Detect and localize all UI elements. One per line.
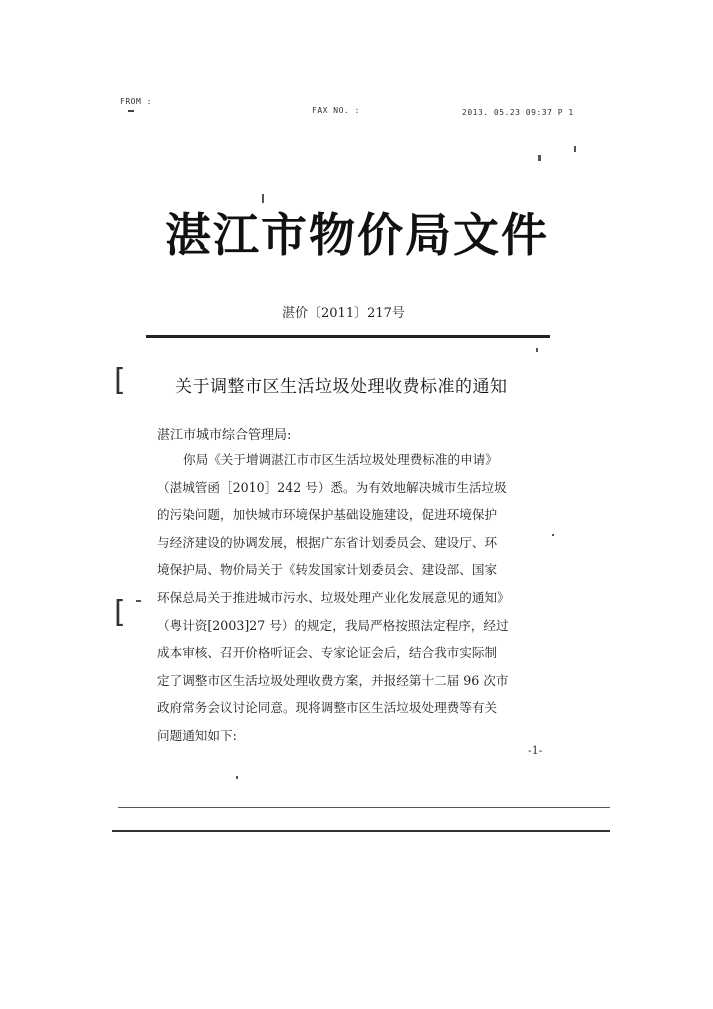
notice-title: 关于调整市区生活垃圾处理收费标准的通知 [175, 377, 508, 397]
fax-from-label: FROM : [120, 97, 152, 106]
title-divider [146, 335, 550, 338]
addressee: 湛江市城市综合管理局: [157, 428, 292, 443]
body-line: 环保总局关于推进城市污水、垃圾处理产业化发展意见的通知》 [157, 589, 510, 605]
body-line: 你局《关于增调湛江市市区生活垃圾处理费标准的申请》 [183, 452, 498, 467]
fax-mark [128, 110, 134, 112]
fax-datetime: 2013. 05.23 09:37 P 1 [462, 108, 574, 117]
body-line: （粤计资[2003]27 号）的规定，我局严格按照法定程序，经过 [157, 617, 509, 633]
scan-speck [262, 194, 264, 203]
scan-speck [574, 146, 576, 152]
scan-speck [552, 534, 554, 536]
fax-number-label: FAX NO. : [312, 106, 360, 115]
body-line: 境保护局、物价局关于《转发国家计划委员会、建设部、国家 [157, 562, 498, 578]
body-line: 问题通知如下: [157, 727, 237, 743]
body-line: （湛城管函［2010］242 号）悉。为有效地解决城市生活垃圾 [157, 479, 507, 495]
scan-bracket-mark: [ [114, 595, 126, 630]
body-text [157, 446, 545, 750]
footer-rule-bottom [112, 830, 610, 832]
body-line: 与经济建设的协调发展，根据广东省计划委员会、建设厅、环 [157, 534, 498, 550]
body-line: 成本审核、召开价格听证会、专家论证会后，结合我市实际制 [157, 645, 498, 661]
scan-speck [536, 348, 538, 352]
scan-bracket-mark: [ [114, 363, 126, 398]
scan-speck [136, 600, 141, 602]
body-line: 定了调整市区生活垃圾处理收费方案，并报经第十二届 96 次市 [157, 672, 509, 688]
body-line: 的污染问题，加快城市环境保护基础设施建设，促进环境保护 [157, 507, 498, 523]
document-title: 湛江市物价局文件 [165, 208, 549, 262]
page-number: -1- [528, 744, 543, 757]
scan-speck [236, 776, 238, 779]
scan-speck [538, 155, 541, 161]
footer-rule [118, 807, 610, 808]
body-line: 政府常务会议讨论同意。现将调整市区生活垃圾处理费等有关 [157, 700, 498, 716]
document-number: 湛价〔2011〕217号 [282, 306, 405, 321]
